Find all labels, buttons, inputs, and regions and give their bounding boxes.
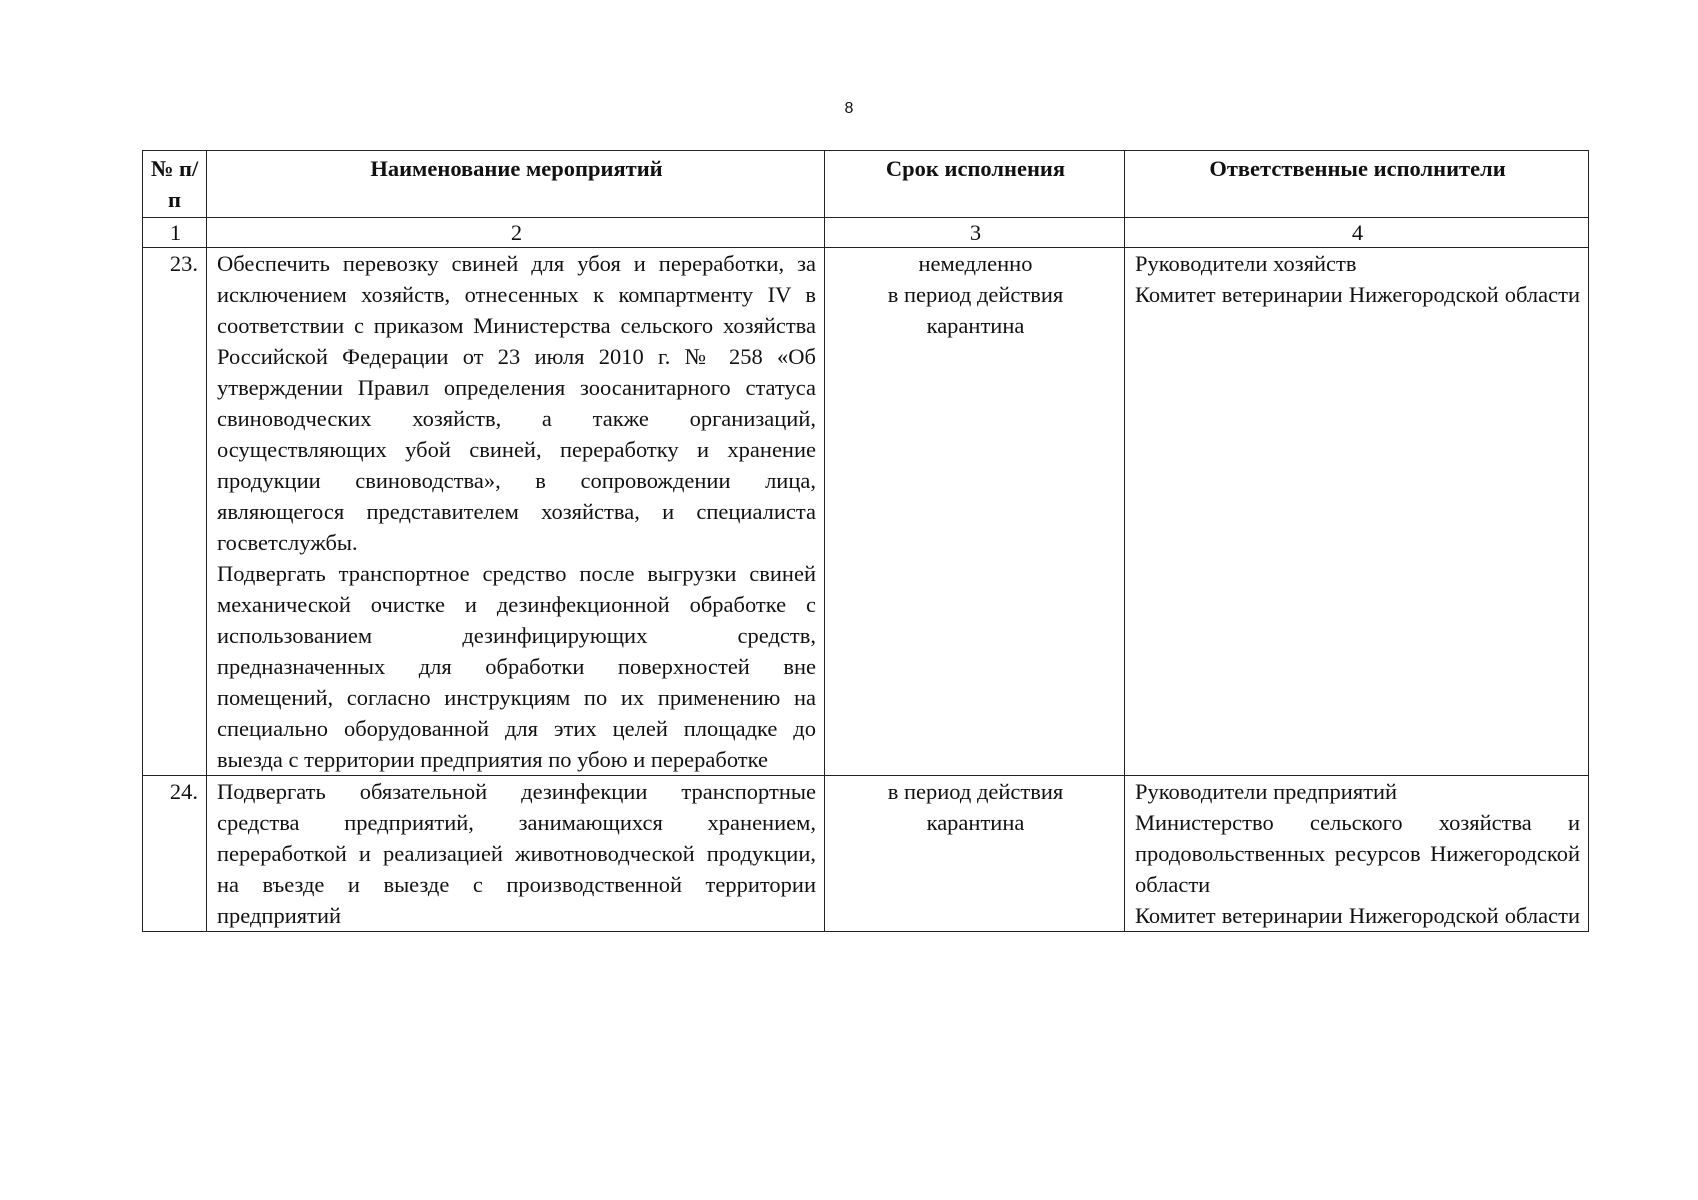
- measure-paragraph: Подвергать обязательной дезинфекции транспортные средства предприятий, занимающихся хранением, переработкой и реализацией животноводческой продукции, на въезде и выезде с производственной территории предприятий: [217, 779, 816, 928]
- responsible-executors: [1125, 776, 1589, 932]
- execution-term: [825, 248, 1125, 776]
- measure-description: [207, 776, 825, 932]
- term-line: в период действия: [887, 282, 1064, 307]
- row-number: 23.: [143, 248, 207, 776]
- responsible-line: Министерство сельского хозяйства и продовольственных ресурсов Нижегородской области: [1135, 810, 1580, 897]
- header-responsible: Ответственные исполнители: [1125, 151, 1589, 218]
- responsible-line: Комитет ветеринарии Нижегородской области: [1135, 282, 1580, 307]
- column-number-row: [143, 218, 1589, 248]
- column-number-4: 4: [1125, 218, 1589, 248]
- table-row: [143, 248, 1589, 776]
- measures-table: [142, 150, 1589, 932]
- term-line: карантина: [926, 810, 1025, 835]
- measure-paragraph: Подвергать транспортное средство после выгрузки свиней механической очистке и дезинфекционной обработке с использованием дезинфицирующих средств, предназначенных для обработки поверхностей вне помещений, согласно инструкциям по их применению на специально оборудованной для этих целей площадке до выезда с территории предприятия по убою и переработке: [217, 561, 816, 772]
- table-header-row: [143, 151, 1589, 218]
- responsible-line: Руководители предприятий: [1135, 779, 1398, 804]
- row-number: 24.: [143, 776, 207, 932]
- header-num: № п/п: [143, 151, 207, 218]
- header-name: Наименование мероприятий: [207, 151, 825, 218]
- column-number-1: 1: [143, 218, 207, 248]
- table-row: [143, 776, 1589, 932]
- term-line: карантина: [926, 313, 1025, 338]
- responsible-line: Комитет ветеринарии Нижегородской области: [1135, 903, 1580, 928]
- responsible-executors: [1125, 248, 1589, 776]
- execution-term: [825, 776, 1125, 932]
- measure-paragraph: Обеспечить перевозку свиней для убоя и переработки, за исключением хозяйств, отнесенных к компартменту IV в соответствии с приказом Министерства сельского хозяйства Российской Федерации от 23 июля 2010 г. № 258 «Об утверждении Правил определения зоосанитарного статуса свиноводческих хозяйств, а также организаций, осуществляющих убой свиней, переработку и хранение продукции свиноводства», в сопровождении лица, являющегося представителем хозяйства, и специалиста госветслужбы.: [217, 251, 816, 555]
- column-number-2: 2: [207, 218, 825, 248]
- responsible-line: Руководители хозяйств: [1135, 251, 1357, 276]
- measure-description: [207, 248, 825, 776]
- term-line: немедленно: [918, 251, 1033, 276]
- term-line: в период действия: [887, 779, 1064, 804]
- column-number-3: 3: [825, 218, 1125, 248]
- page-number: 8: [844, 100, 854, 117]
- header-term: Срок исполнения: [825, 151, 1125, 218]
